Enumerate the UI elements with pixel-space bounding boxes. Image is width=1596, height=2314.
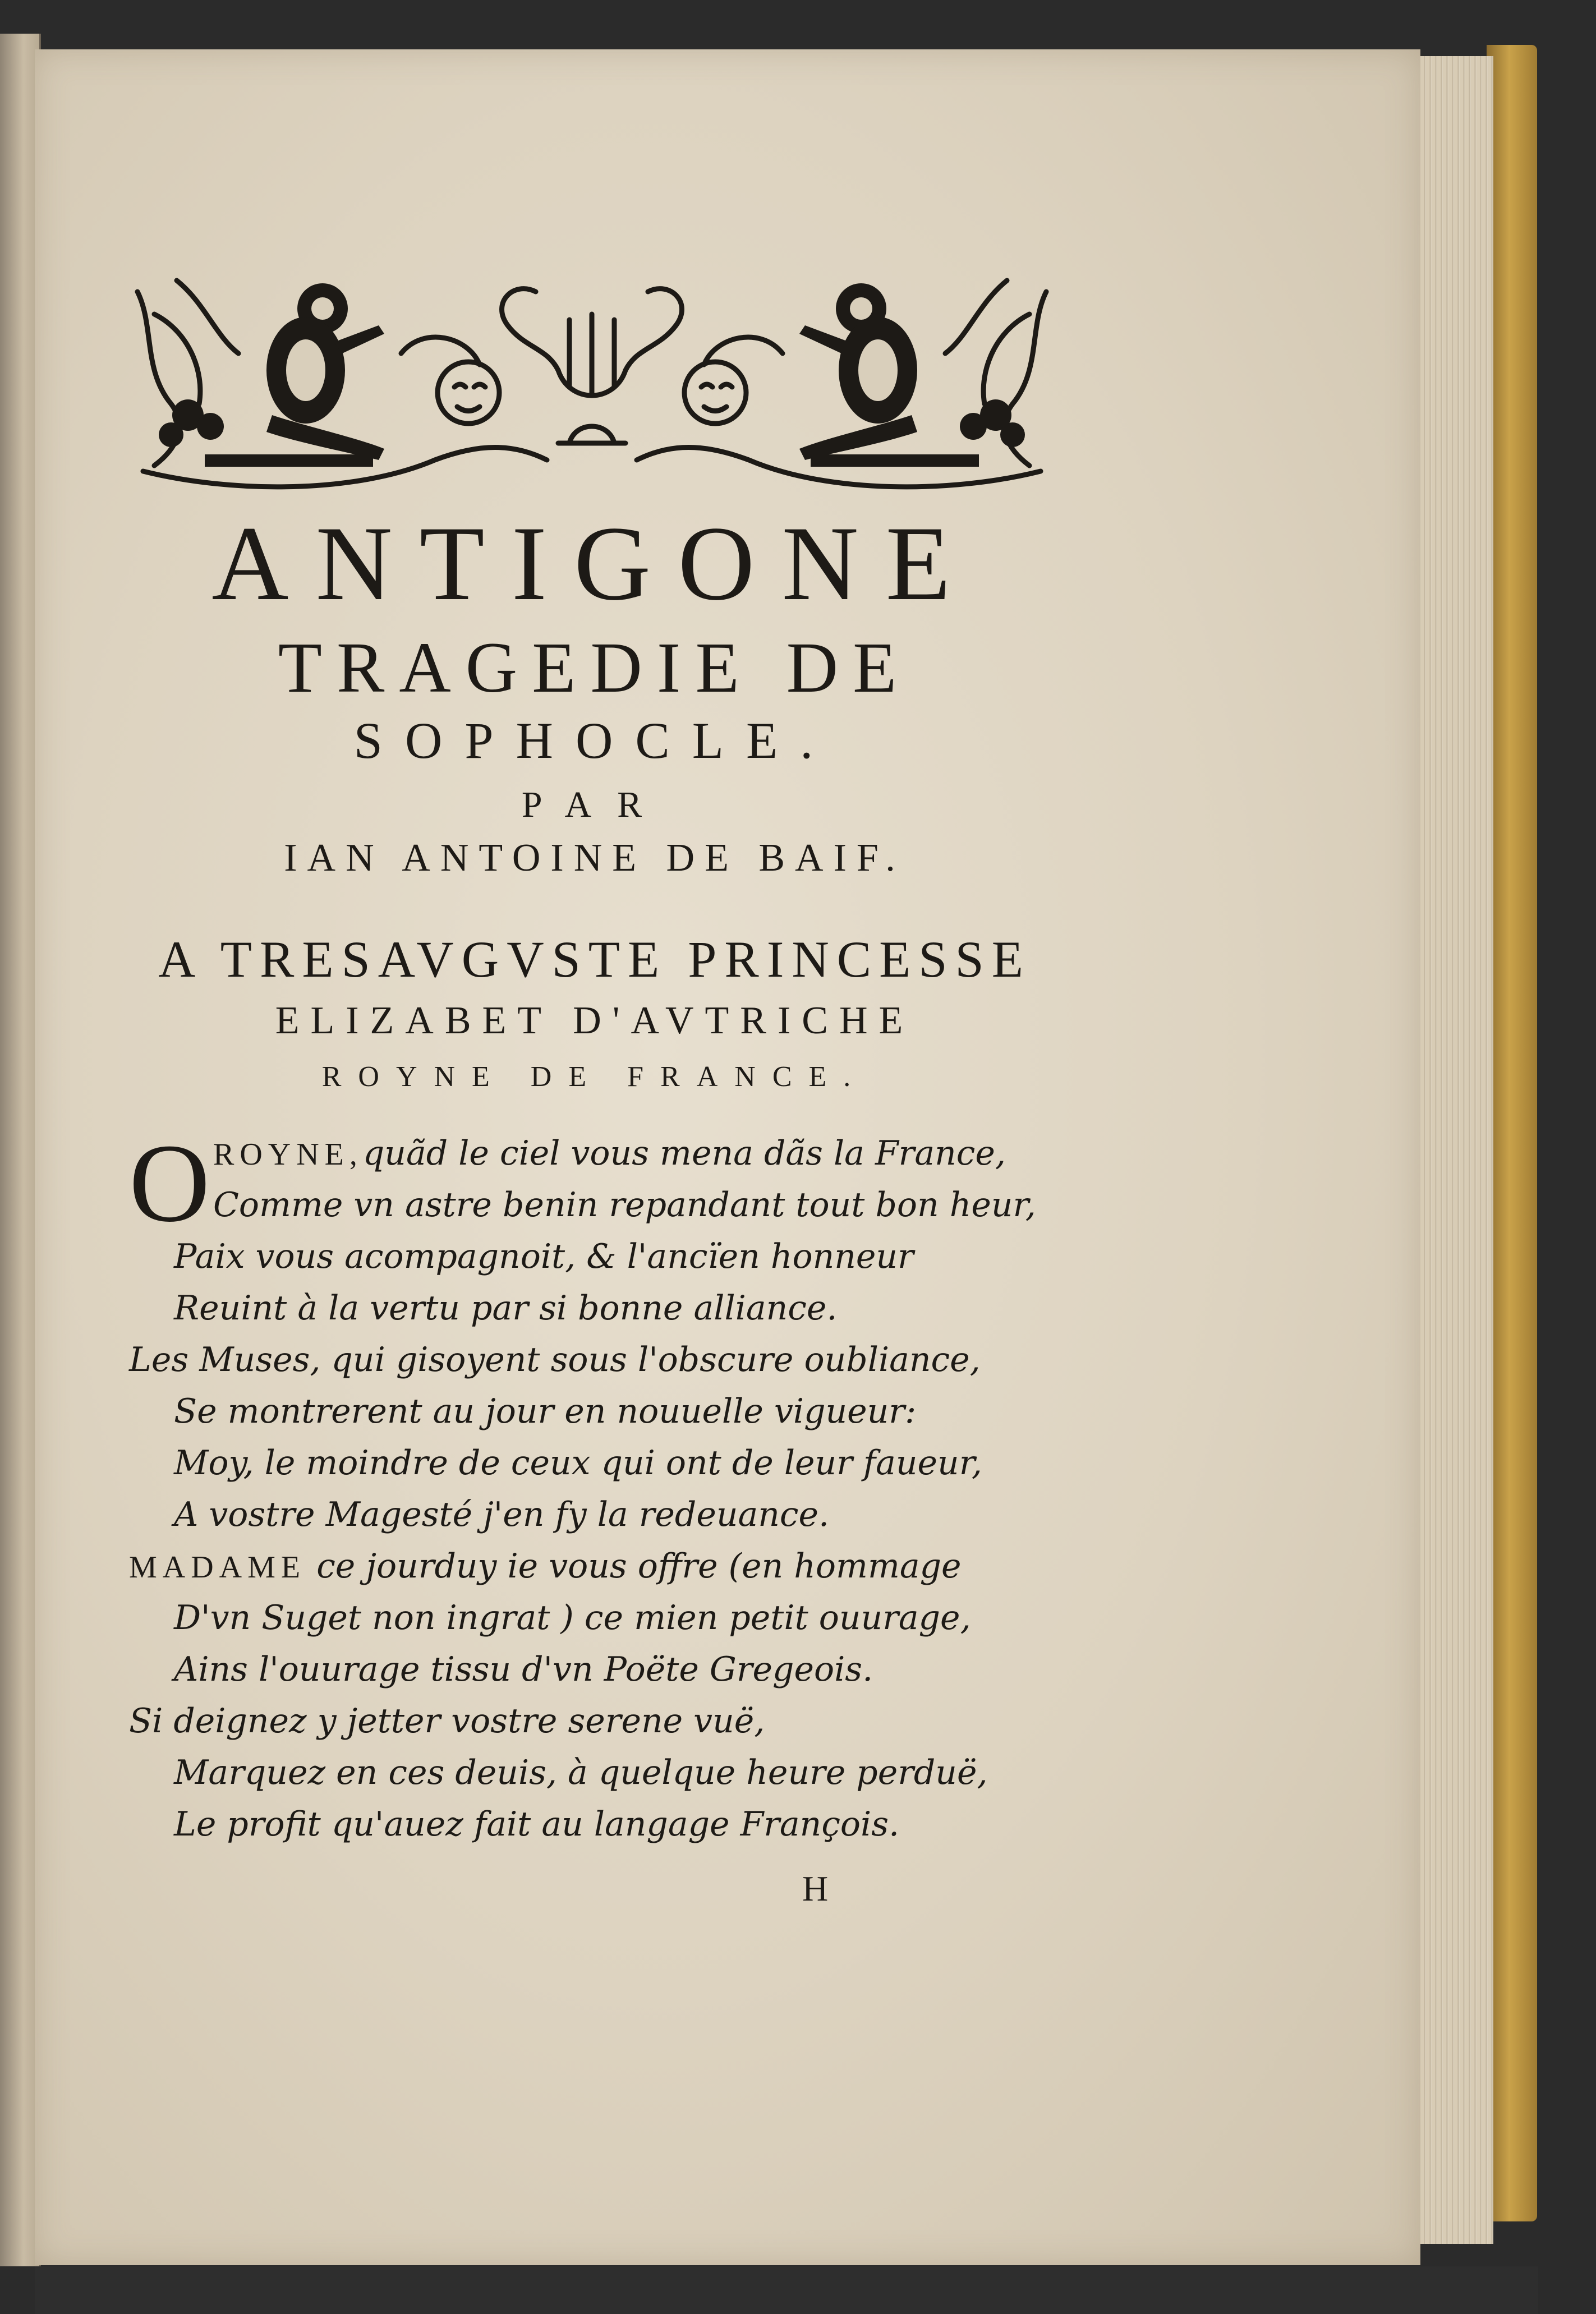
woodcut-headpiece [121,258,1063,499]
poem-line [129,1540,1083,1592]
poem-madame-rest: ce jourduy ie vous offre (en hommage [316,1547,962,1586]
subtitle-sophocle: SOPHOCLE. [353,712,836,769]
poem-first-word: ROYNE, [213,1137,363,1172]
poem-line: Si deignez y jetter vostre serene vuë, [129,1701,765,1741]
poem-line: Se montrerent au jour en nouuelle vigueur: [174,1392,917,1431]
dedicatory-poem [129,1121,1083,1850]
poem-line: Les Muses, qui gisoyent sous l'obscure oubliance, [129,1340,981,1379]
by-line: PAR [521,784,668,825]
poem-first-rest: quãd le ciel vous mena dãs la France, [362,1134,1006,1173]
dedication-line-3: ROYNE DE FRANCE. [321,1061,868,1093]
poem-line: Ains l'ouurage tissu d'vn Poëte Gregeois. [174,1650,873,1689]
background-bottom [35,2266,1538,2314]
drop-cap: O [129,1121,210,1245]
author-name: IAN ANTOINE DE BAIF. [284,836,905,880]
dedication-line-2: ELIZABET D'AVTRICHE [275,999,914,1042]
page-title: ANTIGONE [211,505,978,623]
poem-line: Paix vous acompagnoit, & l'ancïen honneur [174,1237,914,1276]
poem-line: Moy, le moindre de ceux qui ont de leur faueur, [174,1443,982,1483]
signature-mark: H [802,1869,829,1908]
poem-line: A vostre Magesté j'en fy la redeuance. [174,1495,830,1534]
book-cover-edge [1487,45,1537,2221]
dedication-line-1: A TRESAVGVSTE PRINCESSE [158,931,1031,988]
poem-line: Le profit qu'auez fait au langage François. [174,1805,900,1844]
poem-line [129,1128,1083,1179]
poem-madame: MADAME [129,1550,306,1585]
poem-line: Marquez en ces deuis, à quelque heure perduë, [174,1753,988,1792]
subtitle-tragedie: TRAGEDIE DE [278,628,912,707]
poem-line: Reuint à la vertu par si bonne alliance. [174,1289,838,1328]
poem-line: D'vn Suget non ingrat ) ce mien petit ouurage, [174,1598,971,1637]
poem-line: Comme vn astre benin repandant tout bon heur, [213,1185,1036,1225]
